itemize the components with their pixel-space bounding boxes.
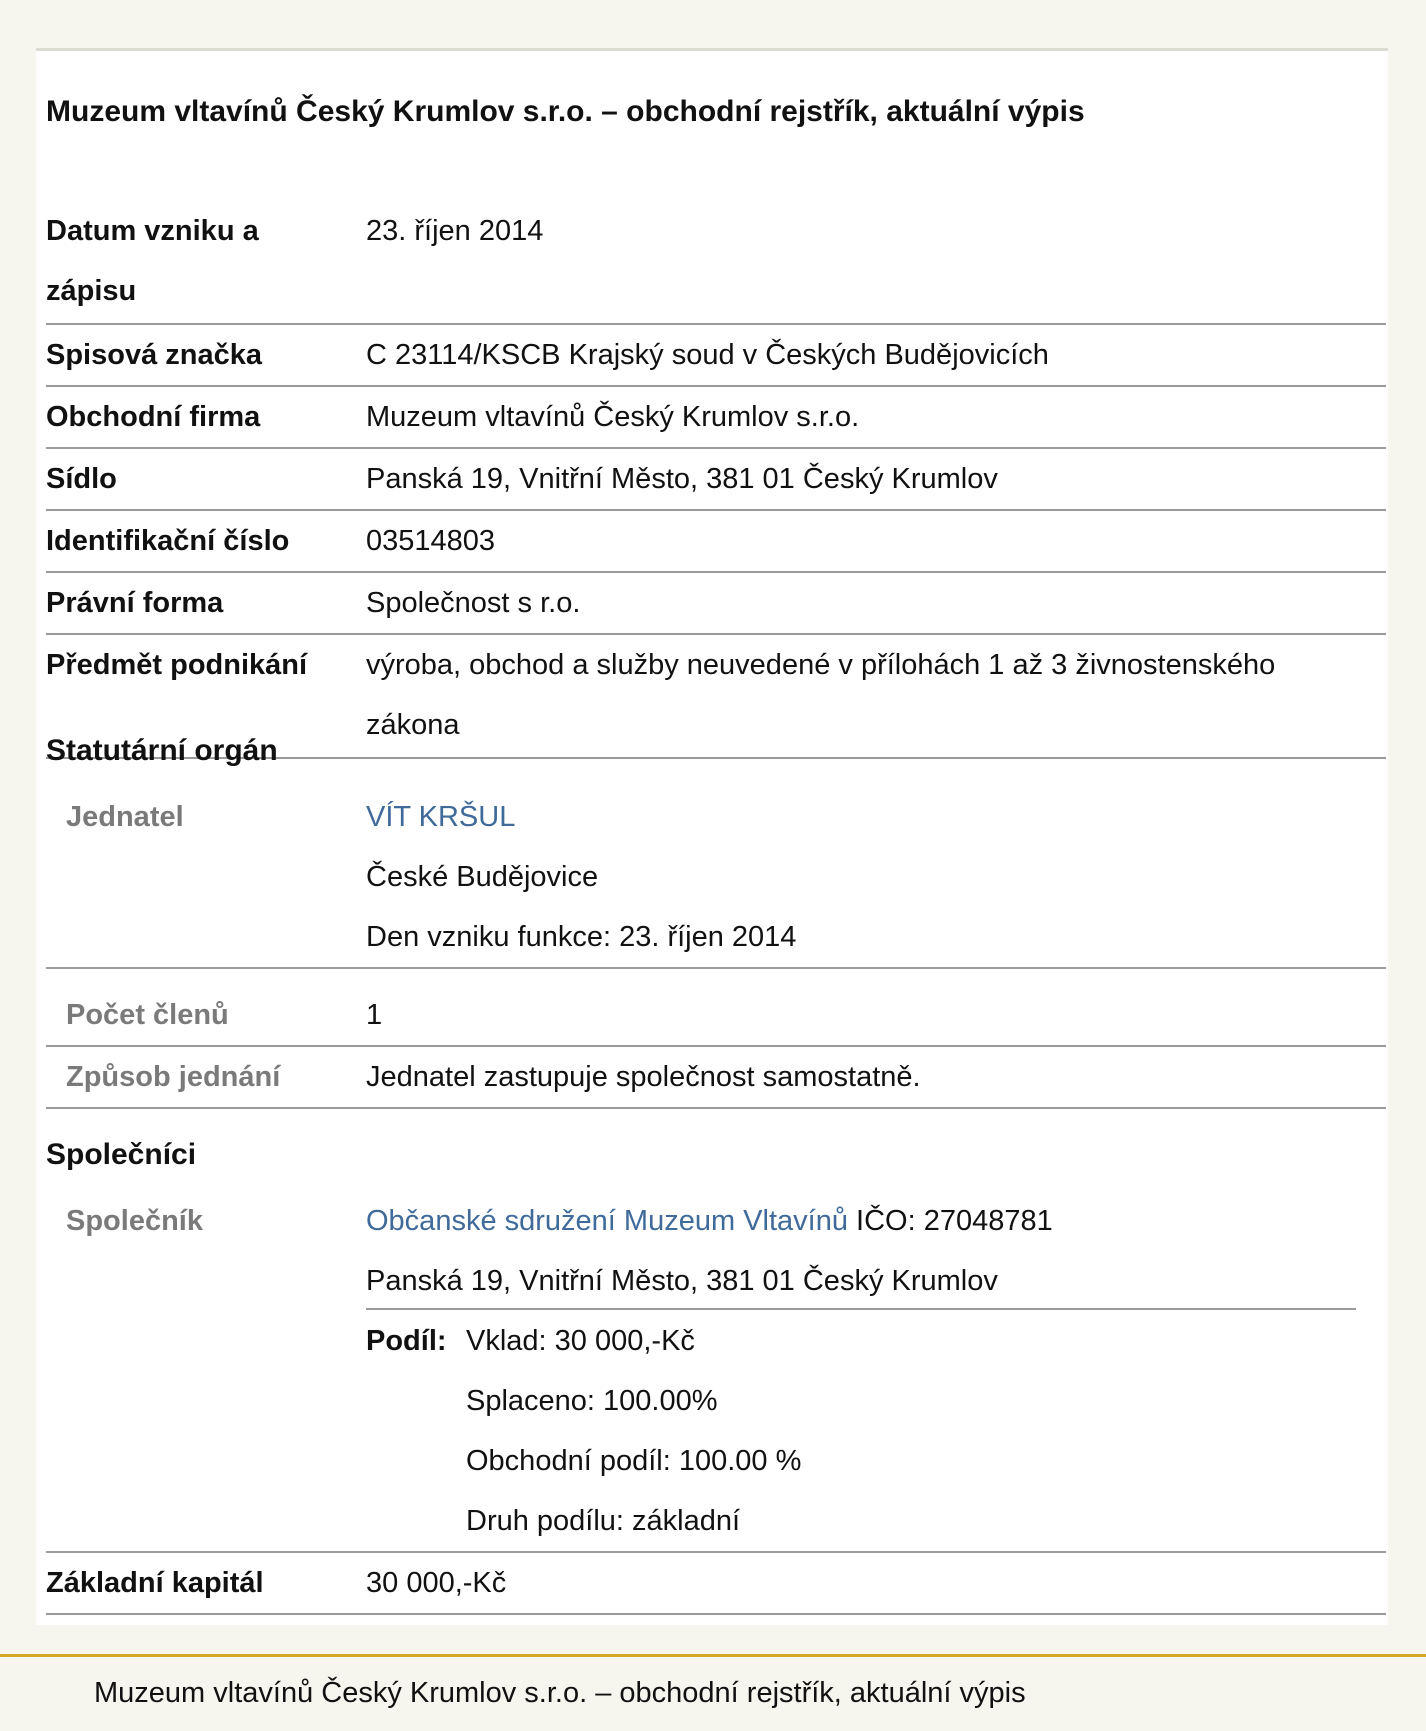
spolecnik-name-line bbox=[366, 1191, 1386, 1251]
row-identifikacni-cislo bbox=[46, 511, 1386, 573]
row-zpusob-jednani bbox=[46, 1047, 1386, 1109]
row-pravni-forma bbox=[46, 573, 1386, 635]
value-spisova-znacka: C 23114/KSCB Krajský soud v Českých Budějovicích bbox=[366, 339, 1049, 371]
label-sidlo: Sídlo bbox=[46, 463, 117, 495]
value-predmet-line1: výroba, obchod a služby neuvedené v přílohách 1 až 3 živnostenského bbox=[366, 649, 1276, 681]
value-datum-vzniku: 23. říjen 2014 bbox=[366, 215, 544, 247]
value-pravni-forma: Společnost s r.o. bbox=[366, 587, 581, 619]
register-extract-card bbox=[36, 48, 1388, 1625]
label-identifikacni-cislo: Identifikační číslo bbox=[46, 525, 290, 557]
podil-splaceno: Splaceno: 100.00% bbox=[466, 1385, 718, 1417]
label-jednatel: Jednatel bbox=[66, 801, 184, 833]
row-jednatel bbox=[46, 787, 1386, 969]
label-datum-vzniku bbox=[46, 201, 346, 321]
value-jednatel bbox=[366, 787, 1386, 967]
page-footer bbox=[0, 1654, 1426, 1731]
label-pravni-forma: Právní forma bbox=[46, 587, 224, 619]
label-spisova-znacka: Spisová značka bbox=[46, 339, 262, 371]
jednatel-since: Den vzniku funkce: 23. říjen 2014 bbox=[366, 921, 797, 953]
value-spolecnik bbox=[366, 1191, 1386, 1311]
jednatel-city: České Budějovice bbox=[366, 861, 599, 893]
row-pocet-clenu bbox=[46, 985, 1386, 1047]
row-obchodni-firma bbox=[46, 387, 1386, 449]
podil-divider bbox=[366, 1308, 1356, 1310]
value-zpusob-jednani: Jednatel zastupuje společnost samostatně. bbox=[366, 1061, 921, 1093]
podil-obchodni: Obchodní podíl: 100.00 % bbox=[466, 1445, 802, 1477]
row-zakladni-kapital bbox=[46, 1553, 1386, 1615]
row-datum-vzniku bbox=[46, 201, 1386, 325]
section-heading-spolecnici: Společníci bbox=[46, 1138, 197, 1171]
label-predmet-podnikani: Předmět podnikání bbox=[46, 649, 308, 681]
value-pocet-clenu: 1 bbox=[366, 999, 383, 1031]
label-obchodni-firma: Obchodní firma bbox=[46, 401, 261, 433]
label-pocet-clenu: Počet členů bbox=[66, 999, 229, 1031]
row-sidlo bbox=[46, 449, 1386, 511]
label-zakladni-kapital: Základní kapitál bbox=[46, 1567, 264, 1599]
value-identifikacni-cislo: 03514803 bbox=[366, 525, 496, 557]
value-podil bbox=[466, 1311, 801, 1551]
spolecnik-address: Panská 19, Vnitřní Město, 381 01 Český Krumlov bbox=[366, 1265, 998, 1297]
label-datum-line2: zápisu bbox=[46, 275, 137, 307]
row-spisova-znacka bbox=[46, 325, 1386, 387]
value-zakladni-kapital: 30 000,-Kč bbox=[366, 1567, 507, 1599]
label-datum-line1: Datum vzniku a bbox=[46, 215, 259, 247]
value-obchodni-firma: Muzeum vltavínů Český Krumlov s.r.o. bbox=[366, 401, 860, 433]
row-spolecnik bbox=[46, 1191, 1386, 1311]
spolecnik-ico: IČO: 27048781 bbox=[847, 1205, 1053, 1237]
podil-vklad: Vklad: 30 000,-Kč bbox=[466, 1325, 695, 1357]
value-predmet-podnikani bbox=[366, 635, 1386, 755]
spolecnik-name-link[interactable]: Občanské sdružení Muzeum Vltavínů bbox=[366, 1205, 848, 1237]
value-predmet-line2: zákona bbox=[366, 709, 460, 741]
label-podil: Podíl: bbox=[366, 1325, 447, 1357]
label-spolecnik: Společník bbox=[66, 1205, 203, 1237]
jednatel-name-link[interactable]: VÍT KRŠUL bbox=[366, 801, 516, 833]
page-title: Muzeum vltavínů Český Krumlov s.r.o. – obchodní rejstřík, aktuální výpis bbox=[46, 95, 1085, 128]
label-zpusob-jednani: Způsob jednání bbox=[66, 1061, 281, 1093]
section-heading-statutarni-organ: Statutární orgán bbox=[46, 734, 278, 767]
podil-druh: Druh podílu: základní bbox=[466, 1505, 741, 1537]
value-sidlo: Panská 19, Vnitřní Město, 381 01 Český Krumlov bbox=[366, 463, 998, 495]
footer-text: Muzeum vltavínů Český Krumlov s.r.o. – obchodní rejstřík, aktuální výpis bbox=[94, 1677, 1026, 1709]
